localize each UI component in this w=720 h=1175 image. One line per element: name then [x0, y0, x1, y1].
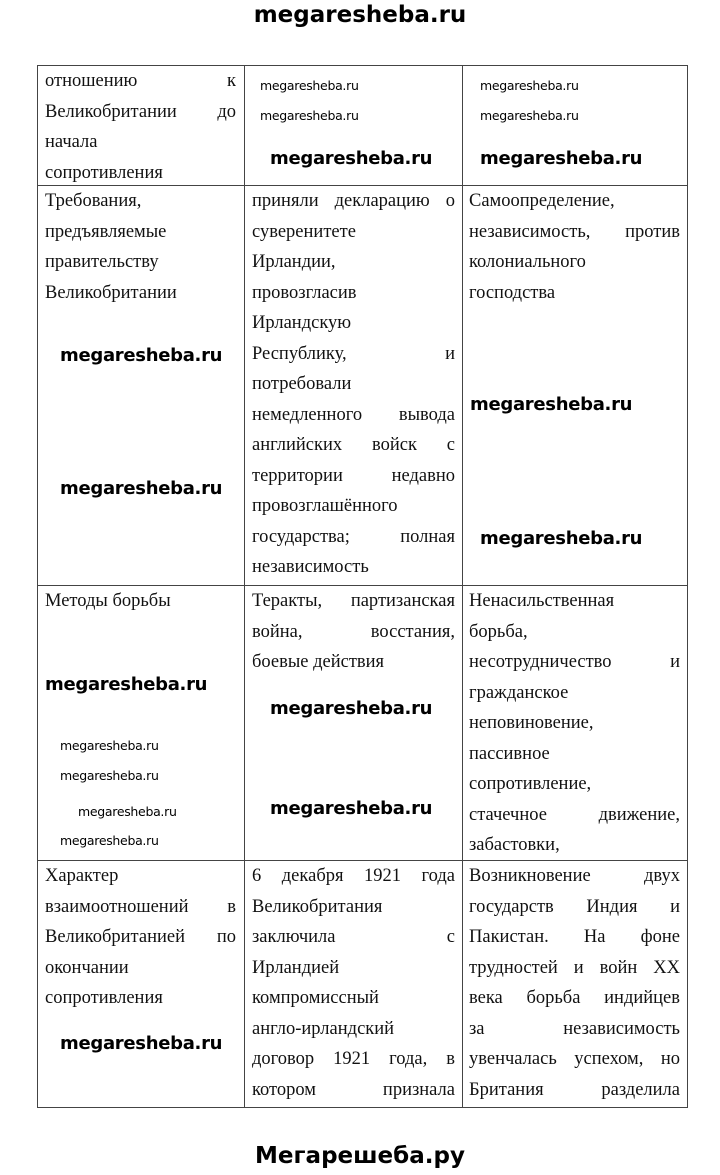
cell-text-line: государства; полная	[252, 526, 455, 547]
cell-text-line: территории недавно	[252, 465, 455, 486]
cell-text-line: Великобритании до	[45, 101, 236, 122]
cell-text-line: господства	[469, 282, 556, 303]
cell-text-line: забастовки,	[469, 835, 560, 855]
cell-text-line: окончании	[45, 957, 129, 978]
watermark: megaresheba.ru	[480, 148, 643, 169]
cell-text-line: Республику, и	[252, 343, 455, 364]
cell-text-line: колониального	[469, 252, 586, 272]
cell-text-line: государств Индия и	[469, 896, 680, 917]
watermark: megaresheba.ru	[45, 674, 208, 695]
watermark: megaresheba.ru	[480, 108, 579, 123]
watermark: megaresheba.ru	[60, 1033, 223, 1054]
cell-text-line: Ирландии,	[252, 252, 336, 272]
cell-text-line: отношению к	[45, 71, 236, 91]
watermark: megaresheba.ru	[270, 798, 433, 819]
cell-text-line: война, восстания,	[252, 621, 455, 642]
watermark: megaresheba.ru	[270, 148, 433, 169]
cell-text-line: потребовали	[252, 374, 352, 394]
cell-text-line: Великобритания	[252, 896, 383, 917]
cell-text-line: за независимость	[469, 1018, 680, 1039]
cell-text-line: боевые действия	[252, 652, 385, 672]
table-cell	[469, 186, 680, 308]
cell-text-line: 6 декабря 1921 года	[252, 866, 455, 886]
cell-text-line: котором признала	[252, 1079, 455, 1100]
cell-text-line: Пакистан. На фоне	[469, 927, 680, 947]
cell-text-line: Ирландией	[252, 957, 340, 978]
column-divider	[244, 65, 245, 1108]
table-cell	[45, 186, 236, 308]
cell-text-line: компромиссный	[252, 988, 379, 1008]
cell-text-line: увенчалась успехом, но	[469, 1049, 680, 1069]
watermark: megaresheba.ru	[480, 528, 643, 549]
cell-text-line: Теракты, партизанская	[252, 591, 455, 611]
cell-text-line: Великобританией по	[45, 927, 236, 947]
cell-text-line: начала	[45, 132, 98, 152]
cell-text-line: правительству	[45, 252, 159, 272]
table-cell	[45, 586, 236, 617]
cell-text-line: независимость	[252, 557, 369, 577]
cell-text-line: несотрудничество и	[469, 652, 680, 672]
cell-text-line: немедленного вывода	[252, 404, 455, 425]
site-header: megaresheba.ru	[253, 2, 467, 28]
table-cell	[45, 861, 236, 1014]
table-cell	[252, 186, 455, 583]
watermark: megaresheba.ru	[270, 698, 433, 719]
cell-text-line: Самоопределение,	[469, 191, 615, 211]
table-cell	[469, 861, 680, 1105]
table-cell	[252, 861, 455, 1105]
cell-text-line: стачечное движение,	[469, 804, 680, 825]
cell-text-line: Ненасильственная	[469, 591, 615, 611]
cell-text-line: независимость, против	[469, 221, 680, 242]
cell-text-line: борьба,	[469, 621, 528, 642]
table-cell	[45, 66, 236, 188]
watermark: megaresheba.ru	[260, 108, 359, 123]
cell-text-line: Методы борьбы	[45, 591, 171, 611]
cell-text-line: английских войск с	[252, 435, 455, 455]
cell-text-line: предъявляемые	[45, 221, 167, 242]
watermark: megaresheba.ru	[78, 804, 177, 819]
cell-text-line: пассивное	[469, 743, 550, 764]
cell-text-line: века борьба индийцев	[469, 988, 680, 1008]
cell-text-line: неповиновение,	[469, 713, 594, 733]
cell-text-line: Характер	[45, 866, 119, 886]
cell-text-line: сопротивления	[45, 162, 163, 183]
watermark: megaresheba.ru	[60, 345, 223, 366]
table-cell	[252, 586, 455, 678]
watermark: megaresheba.ru	[60, 478, 223, 499]
watermark: megaresheba.ru	[60, 768, 159, 783]
cell-text-line: трудностей и войн XX	[469, 957, 680, 978]
cell-text-line: Великобритании	[45, 282, 177, 303]
cell-text-line: взаимоотношений в	[45, 896, 236, 917]
watermark: megaresheba.ru	[60, 738, 159, 753]
cell-text-line: англо-ирландский	[252, 1018, 395, 1039]
site-footer: Мегарешеба.ру	[255, 1143, 465, 1169]
cell-text-line: суверенитете	[252, 221, 356, 242]
table-cell	[469, 586, 680, 861]
cell-text-line: гражданское	[469, 682, 569, 703]
watermark: megaresheba.ru	[480, 78, 579, 93]
cell-text-line: Требования,	[45, 191, 142, 211]
cell-text-line: заключила с	[252, 927, 455, 947]
cell-text-line: приняли декларацию о	[252, 191, 455, 211]
cell-text-line: Британия разделила	[469, 1079, 680, 1100]
column-divider	[462, 65, 463, 1108]
cell-text-line: Возникновение двух	[469, 866, 680, 886]
watermark: megaresheba.ru	[470, 394, 633, 415]
cell-text-line: Ирландскую	[252, 313, 352, 333]
cell-text-line: провозгласив	[252, 282, 357, 303]
cell-text-line: договор 1921 года, в	[252, 1049, 455, 1069]
watermark: megaresheba.ru	[260, 78, 359, 93]
cell-text-line: провозглашённого	[252, 496, 398, 516]
cell-text-line: сопротивления	[45, 988, 163, 1008]
watermark: megaresheba.ru	[60, 833, 159, 848]
cell-text-line: сопротивление,	[469, 774, 592, 794]
